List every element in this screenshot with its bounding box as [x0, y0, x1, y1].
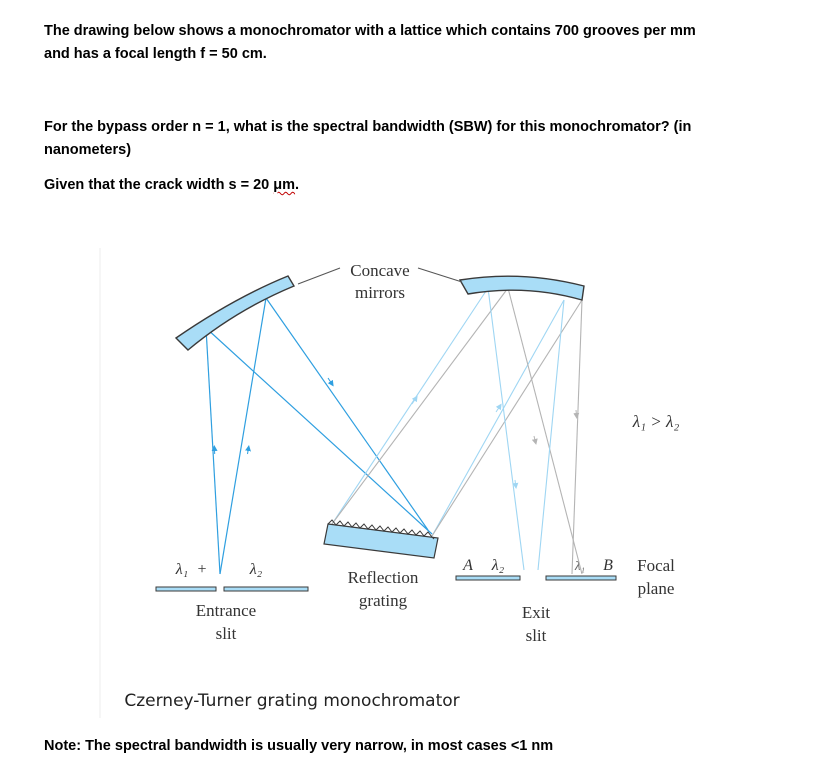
monochromator-diagram — [96, 240, 716, 720]
focal-label-2: plane — [637, 579, 675, 598]
question-paragraph — [44, 116, 764, 162]
concave-leader-right — [418, 268, 462, 282]
arrow-down-1 — [328, 378, 332, 384]
given-prefix: Given that the crack width s = 20 — [44, 177, 274, 193]
entrance-slit-left-jaw — [156, 587, 216, 591]
arrow-up-2 — [248, 448, 249, 454]
exit-lambda-2: λ₂ — [491, 557, 505, 574]
right-concave-mirror — [460, 276, 584, 300]
entrance-lambda-1: λ₁ — [175, 561, 189, 578]
intro-line-2: and has a focal length f = 50 cm. — [44, 46, 267, 62]
given-line — [44, 174, 299, 197]
entrance-label-2: slit — [215, 624, 237, 643]
arrow-down-grey-2 — [576, 410, 577, 416]
grating-label-2: grating — [358, 591, 408, 610]
reflection-grating — [324, 520, 438, 558]
note-line: Note: The spectral bandwidth is usually very narrow, in most cases <1 nm — [44, 738, 554, 754]
question-line-2: nanometers) — [44, 142, 132, 158]
entrance-label-1: Entrance — [195, 601, 257, 620]
dispersed-ray-arrows — [412, 398, 577, 486]
given-suffix: . — [295, 177, 300, 193]
exit-slit-left-jaw — [456, 576, 520, 580]
entrance-slit-right-jaw — [224, 587, 308, 591]
ray-grating-up-grey-2 — [432, 300, 582, 536]
exit-slit-right-jaw — [546, 576, 616, 580]
arrow-up-light-2 — [496, 406, 500, 412]
exit-label-2: slit — [525, 626, 547, 645]
given-unit-spellcheck: μm — [273, 177, 296, 193]
point-a-label: A — [463, 557, 473, 574]
wavelength-relation: λ₁ > λ₂ — [632, 412, 680, 431]
concave-leader-left — [298, 268, 340, 284]
ray-grating-up-light-1 — [332, 288, 488, 524]
entrance-lambda-2: λ₂ — [249, 561, 263, 578]
arrow-down-grey — [534, 436, 536, 442]
figure-caption: Czerney-Turner grating monochromator — [124, 691, 460, 711]
exit-lambda-1: λ₁ — [574, 558, 586, 573]
arrow-down-light — [515, 480, 516, 486]
exit-slit — [456, 576, 616, 580]
point-b-label: B — [603, 557, 613, 574]
focal-label-1: Focal — [637, 556, 675, 575]
exit-label-1: Exit — [521, 603, 551, 622]
dispersed-rays-down — [488, 288, 582, 574]
concave-label-1: Concave — [350, 261, 410, 280]
ray-entrance-up-2 — [220, 298, 266, 574]
intro-line-1: The drawing below shows a monochromator with a lattice which contains 700 grooves per mm — [44, 23, 696, 39]
entrance-plus: + — [197, 561, 207, 578]
ray-grating-up-grey-1 — [332, 288, 508, 524]
entrance-slit — [156, 587, 308, 591]
arrow-up-light — [412, 398, 416, 404]
ray-mirror-to-grating-2 — [266, 298, 428, 530]
intro-paragraph — [44, 20, 764, 66]
concave-label-2: mirrors — [354, 283, 406, 302]
question-line-1: For the bypass order n = 1, what is the spectral bandwidth (SBW) for this monochromator? (in — [44, 119, 692, 135]
ray-entrance-up-1 — [206, 328, 220, 574]
grating-body — [324, 524, 438, 558]
grating-label-1: Reflection — [347, 568, 419, 587]
ray-down-grey-2 — [572, 300, 582, 574]
ray-mirror-to-grating-1 — [206, 328, 432, 534]
